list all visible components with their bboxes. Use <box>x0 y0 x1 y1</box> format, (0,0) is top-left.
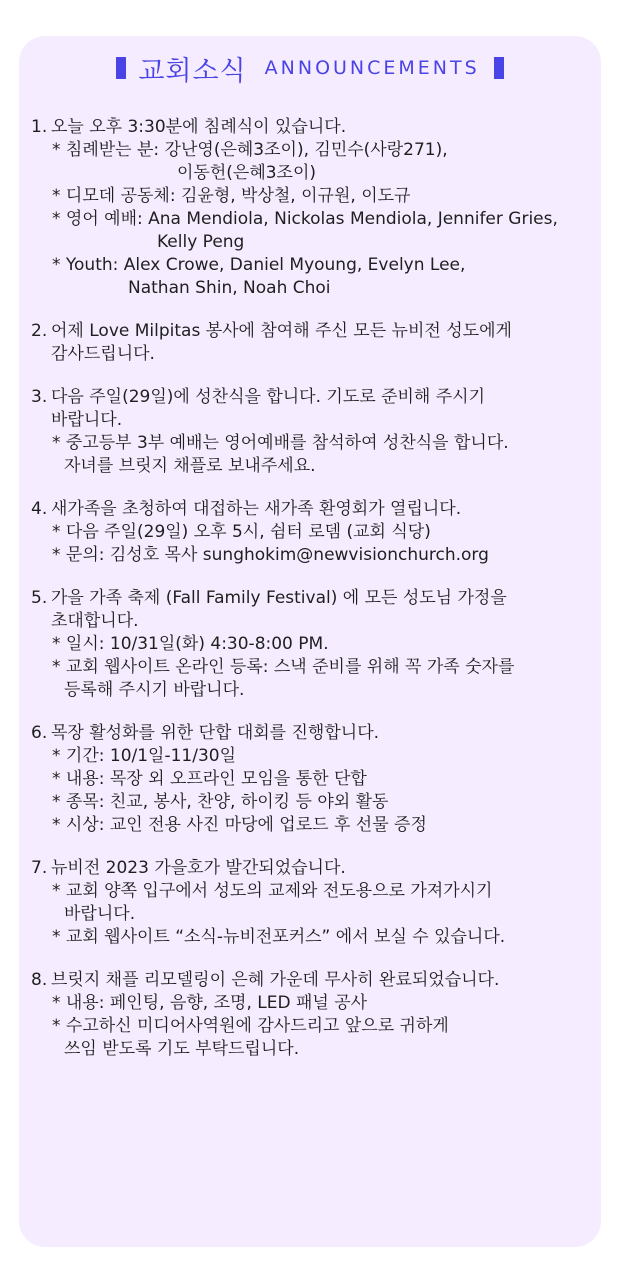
item-detail: * 교회 양쪽 입구에서 성도의 교제와 전도용으로 가져가시기 <box>52 881 493 901</box>
item-detail: * 영어 예배: Ana Mendiola, Nickolas Mendiola, Jennifer Gries, <box>52 209 558 229</box>
item-number: 1. <box>31 117 48 137</box>
item-detail: * 다음 주일(29일) 오후 5시, 쉼터 로뎀 (교회 식당) <box>52 522 431 542</box>
item-detail: * Youth: Alex Crowe, Daniel Myoung, Evelyn Lee, <box>52 255 466 275</box>
announcement-item-4 <box>31 498 597 567</box>
announcement-list <box>31 116 597 1081</box>
item-detail: * 디모데 공동체: 김윤형, 박상철, 이규원, 이도규 <box>52 186 411 206</box>
item-text: 새가족을 초청하여 대접하는 새가족 환영회가 열립니다. <box>51 499 462 519</box>
item-detail: 바랍니다. <box>64 904 136 924</box>
item-detail: * 중고등부 3부 예배는 영어예배를 참석하여 성찬식을 합니다. <box>52 433 509 453</box>
announcement-item-2 <box>31 320 597 366</box>
announcements-card <box>19 36 601 1247</box>
item-text: 어제 Love Milpitas 봉사에 참여해 주신 모든 뉴비전 성도에게 <box>51 321 512 341</box>
item-detail: * 기간: 10/1일-11/30일 <box>52 746 237 766</box>
item-number: 8. <box>31 970 48 990</box>
item-detail: 등록해 주시기 바랍니다. <box>64 680 245 700</box>
title-korean: 교회소식 <box>138 55 247 87</box>
header-left-bar <box>116 57 126 79</box>
item-detail: * 내용: 목장 외 오프라인 모임을 통한 단합 <box>52 769 367 789</box>
item-detail: * 침례받는 분: 강난영(은혜3조이), 김민수(사랑271), <box>52 140 448 160</box>
item-detail: * 교회 웹사이트 온라인 등록: 스낵 준비를 위해 꼭 가족 숫자를 <box>52 657 515 677</box>
item-detail: 이동헌(은혜3조이) <box>177 163 317 183</box>
item-detail: 쓰임 받도록 기도 부탁드립니다. <box>64 1039 300 1059</box>
item-detail: * 수고하신 미디어사역원에 감사드리고 앞으로 귀하게 <box>52 1016 449 1036</box>
item-text: 뉴비전 2023 가을호가 발간되었습니다. <box>51 858 346 878</box>
item-detail: * 문의: 김성호 목사 sunghokim@newvisionchurch.org <box>52 545 489 565</box>
item-number: 7. <box>31 858 48 878</box>
item-detail: * 일시: 10/31일(화) 4:30-8:00 PM. <box>52 634 329 654</box>
item-text: 바랍니다. <box>51 410 123 430</box>
item-text: 감사드립니다. <box>51 344 155 364</box>
item-number: 5. <box>31 588 48 608</box>
header-right-bar <box>494 57 504 79</box>
announcement-item-8 <box>31 969 597 1061</box>
item-detail: * 내용: 페인팅, 음향, 조명, LED 패널 공사 <box>52 993 368 1013</box>
item-number: 6. <box>31 723 48 743</box>
item-detail: * 시상: 교인 전용 사진 마당에 업로드 후 선물 증정 <box>52 815 427 835</box>
item-detail: 자녀를 브릿지 채플로 보내주세요. <box>64 456 316 476</box>
item-text: 초대합니다. <box>51 611 139 631</box>
item-detail: Kelly Peng <box>157 232 245 252</box>
announcements-header <box>19 48 601 88</box>
item-detail: Nathan Shin, Noah Choi <box>128 278 331 298</box>
announcement-item-3 <box>31 386 597 478</box>
announcement-item-6 <box>31 722 597 837</box>
item-detail: * 교회 웹사이트 “소식-뉴비전포커스” 에서 보실 수 있습니다. <box>52 927 506 947</box>
item-text: 목장 활성화를 위한 단합 대회를 진행합니다. <box>51 723 380 743</box>
item-text: 브릿지 채플 리모델링이 은혜 가운데 무사히 완료되었습니다. <box>51 970 500 990</box>
item-text: 오늘 오후 3:30분에 침례식이 있습니다. <box>51 117 347 137</box>
item-text: 다음 주일(29일)에 성찬식을 합니다. 기도로 준비해 주시기 <box>51 387 486 407</box>
item-number: 3. <box>31 387 48 407</box>
title-english: ANNOUNCEMENTS <box>264 57 480 79</box>
announcement-item-5 <box>31 587 597 702</box>
item-number: 4. <box>31 499 48 519</box>
announcement-item-1 <box>31 116 597 300</box>
announcement-item-7 <box>31 857 597 949</box>
item-detail: * 종목: 친교, 봉사, 찬양, 하이킹 등 야외 활동 <box>52 792 389 812</box>
item-number: 2. <box>31 321 48 341</box>
item-text: 가을 가족 축제 (Fall Family Festival) 에 모든 성도님 가정을 <box>51 588 507 608</box>
